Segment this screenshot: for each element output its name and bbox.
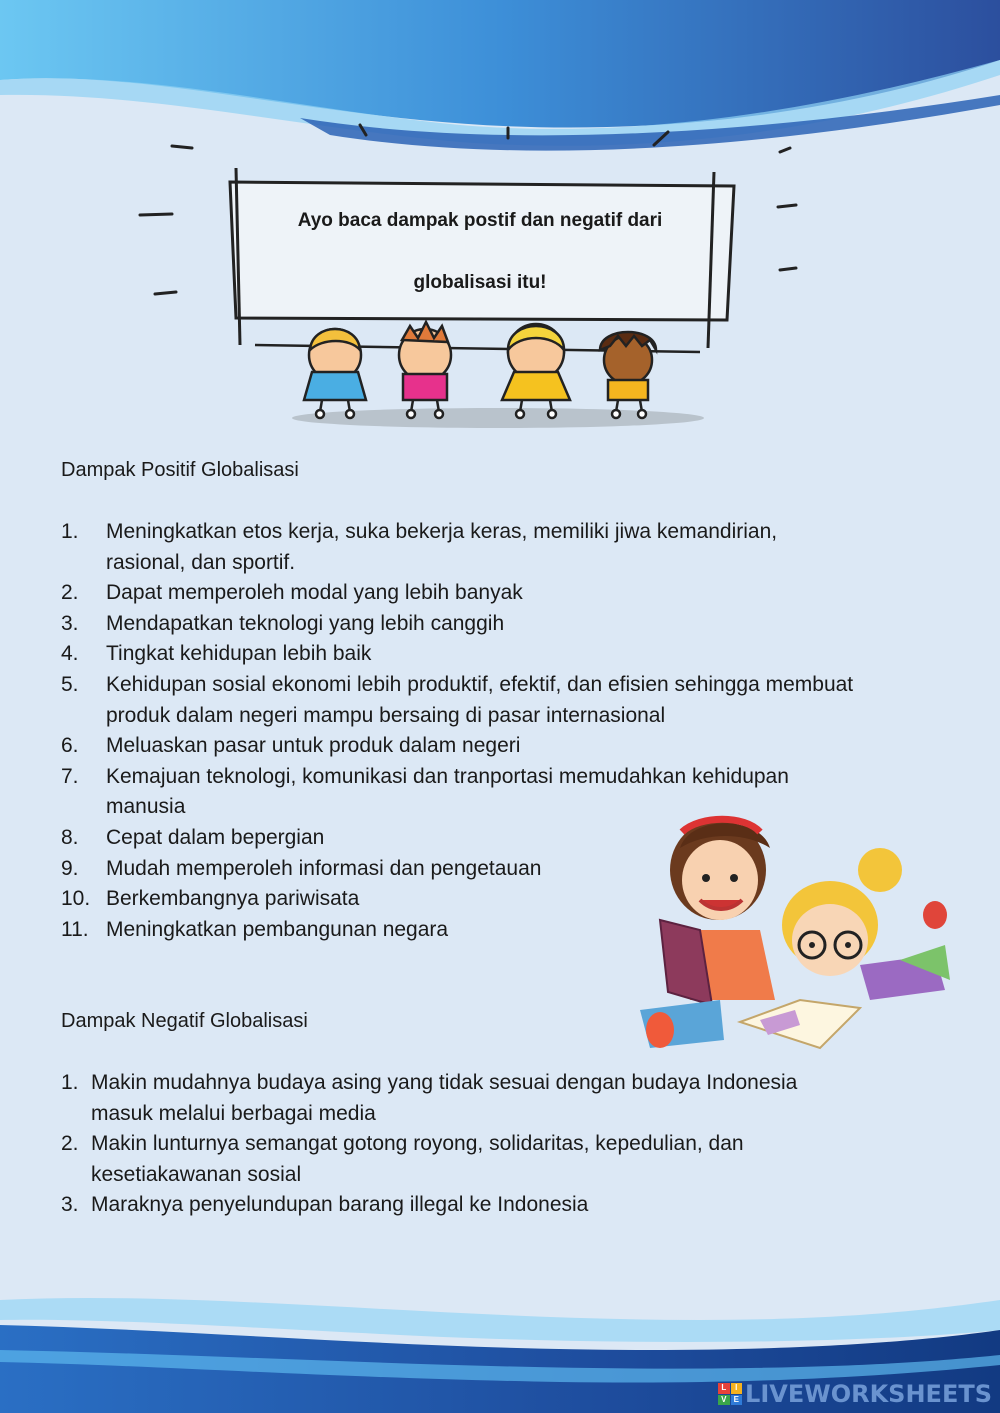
list-item: 2. Makin lunturnya semangat gotong royong, solidaritas, kepedulian, dan kesetiakawanan sosial bbox=[61, 1132, 744, 1186]
liveworksheets-logo-icon: L I V E bbox=[718, 1383, 742, 1405]
list-item: 3. Mendapatkan teknologi yang lebih canggih bbox=[61, 611, 505, 635]
list-item: 1. Meningkatkan etos kerja, suka bekerja keras, memiliki jiwa kemandirian, rasional, dan sportif. bbox=[61, 520, 778, 574]
list-item: 8. Cepat dalam bepergian bbox=[61, 825, 325, 849]
list-item: 4. Tingkat kehidupan lebih baik bbox=[61, 642, 372, 666]
banner-line-2: globalisasi itu! bbox=[413, 272, 547, 293]
list-item: 7. Kemajuan teknologi, komunikasi dan tranportasi memudahkan kehidupan manusia bbox=[61, 764, 789, 819]
banner-line-1: Ayo baca dampak postif dan negatif dari bbox=[297, 210, 663, 231]
list-item: 6. Meluaskan pasar untuk produk dalam negeri bbox=[61, 734, 521, 758]
list-item: 5. Kehidupan sosial ekonomi lebih produktif, efektif, dan efisien sehingga membuat produk dalam negeri mampu bersaing di pasar internasional bbox=[61, 672, 854, 727]
brand-name: LIVEWORKSHEETS bbox=[745, 1380, 992, 1408]
kids-holding-hands bbox=[255, 322, 700, 418]
list-item: 2. Dapat memperoleh modal yang lebih banyak bbox=[61, 581, 523, 605]
liveworksheets-brand[interactable] bbox=[718, 1381, 992, 1407]
list-item: 10. Berkembangnya pariwisata bbox=[61, 887, 360, 911]
negative-list bbox=[61, 1068, 861, 1221]
banner-text bbox=[240, 190, 720, 314]
positive-section-title: Dampak Positif Globalisasi bbox=[61, 459, 299, 481]
list-item: 3. Maraknya penyelundupan barang illegal ke Indonesia bbox=[61, 1193, 589, 1217]
positive-list bbox=[61, 517, 861, 945]
list-item: 1. Makin mudahnya budaya asing yang tidak sesuai dengan budaya Indonesia masuk melalui berbagai media bbox=[61, 1071, 798, 1125]
list-item: 9. Mudah memperoleh informasi dan pengetauan bbox=[61, 856, 542, 880]
list-item: 11. Meningkatkan pembangunan negara bbox=[61, 917, 449, 941]
negative-section-title: Dampak Negatif Globalisasi bbox=[61, 1010, 308, 1032]
